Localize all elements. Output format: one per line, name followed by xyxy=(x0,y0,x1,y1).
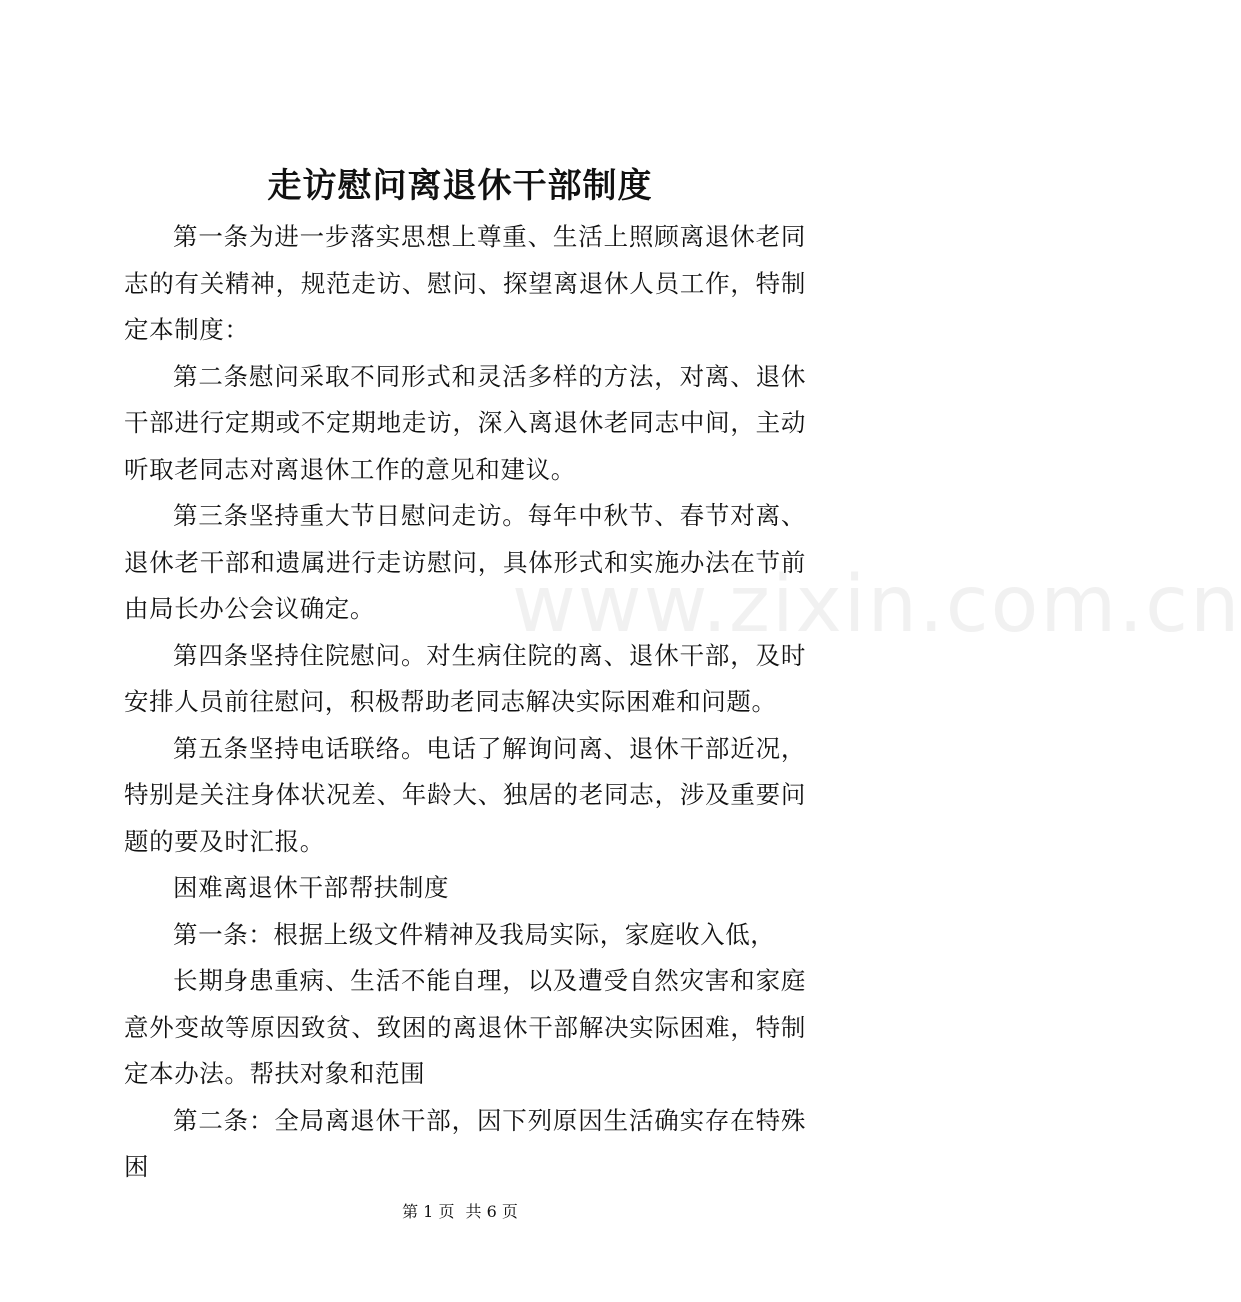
paragraph-7: 长期身患重病、生活不能自理，以及遭受自然灾害和家庭意外变故等原因致贫、致困的离退休干部解决实际困难，特制定本办法。帮扶对象和范围 xyxy=(124,966,806,1088)
document-body xyxy=(124,214,806,1191)
page-total: 共 6 页 xyxy=(465,1202,518,1221)
paragraph-8: 第二条：全局离退休干部，因下列原因生活确实存在特殊困 xyxy=(124,1105,806,1181)
section-heading: 困难离退休干部帮扶制度 xyxy=(173,873,450,902)
watermark: www.zixin.com.cn xyxy=(512,560,1241,650)
paragraph-6: 第一条：根据上级文件精神及我局实际，家庭收入低， xyxy=(173,919,776,949)
document-title: 走访慰问离退休干部制度 xyxy=(267,166,653,206)
paragraph-4: 第四条坚持住院慰问。对生病住院的离、退休干部，及时安排人员前往慰问，积极帮助老同志解决实际困难和问题。 xyxy=(124,640,806,716)
paragraph-1: 第一条为进一步落实思想上尊重、生活上照顾离退休老同志的有关精神，规范走访、慰问、探望离退休人员工作，特制定本制度： xyxy=(124,222,806,344)
page-footer xyxy=(0,1200,920,1224)
page-number: 第 1 页 xyxy=(402,1202,455,1221)
paragraph-2: 第二条慰问采取不同形式和灵活多样的方法，对离、退休干部进行定期或不定期地走访，深入离退休老同志中间，主动听取老同志对离退休工作的意见和建议。 xyxy=(124,361,806,484)
paragraph-3: 第三条坚持重大节日慰问走访。每年中秋节、春节对离、退休老干部和遗属进行走访慰问，具体形式和实施办法在节前由局长办公会议确定。 xyxy=(124,501,806,623)
paragraph-5: 第五条坚持电话联络。电话了解询问离、退休干部近况，特别是关注身体状况差、年龄大、独居的老同志，涉及重要问题的要及时汇报。 xyxy=(124,733,806,856)
